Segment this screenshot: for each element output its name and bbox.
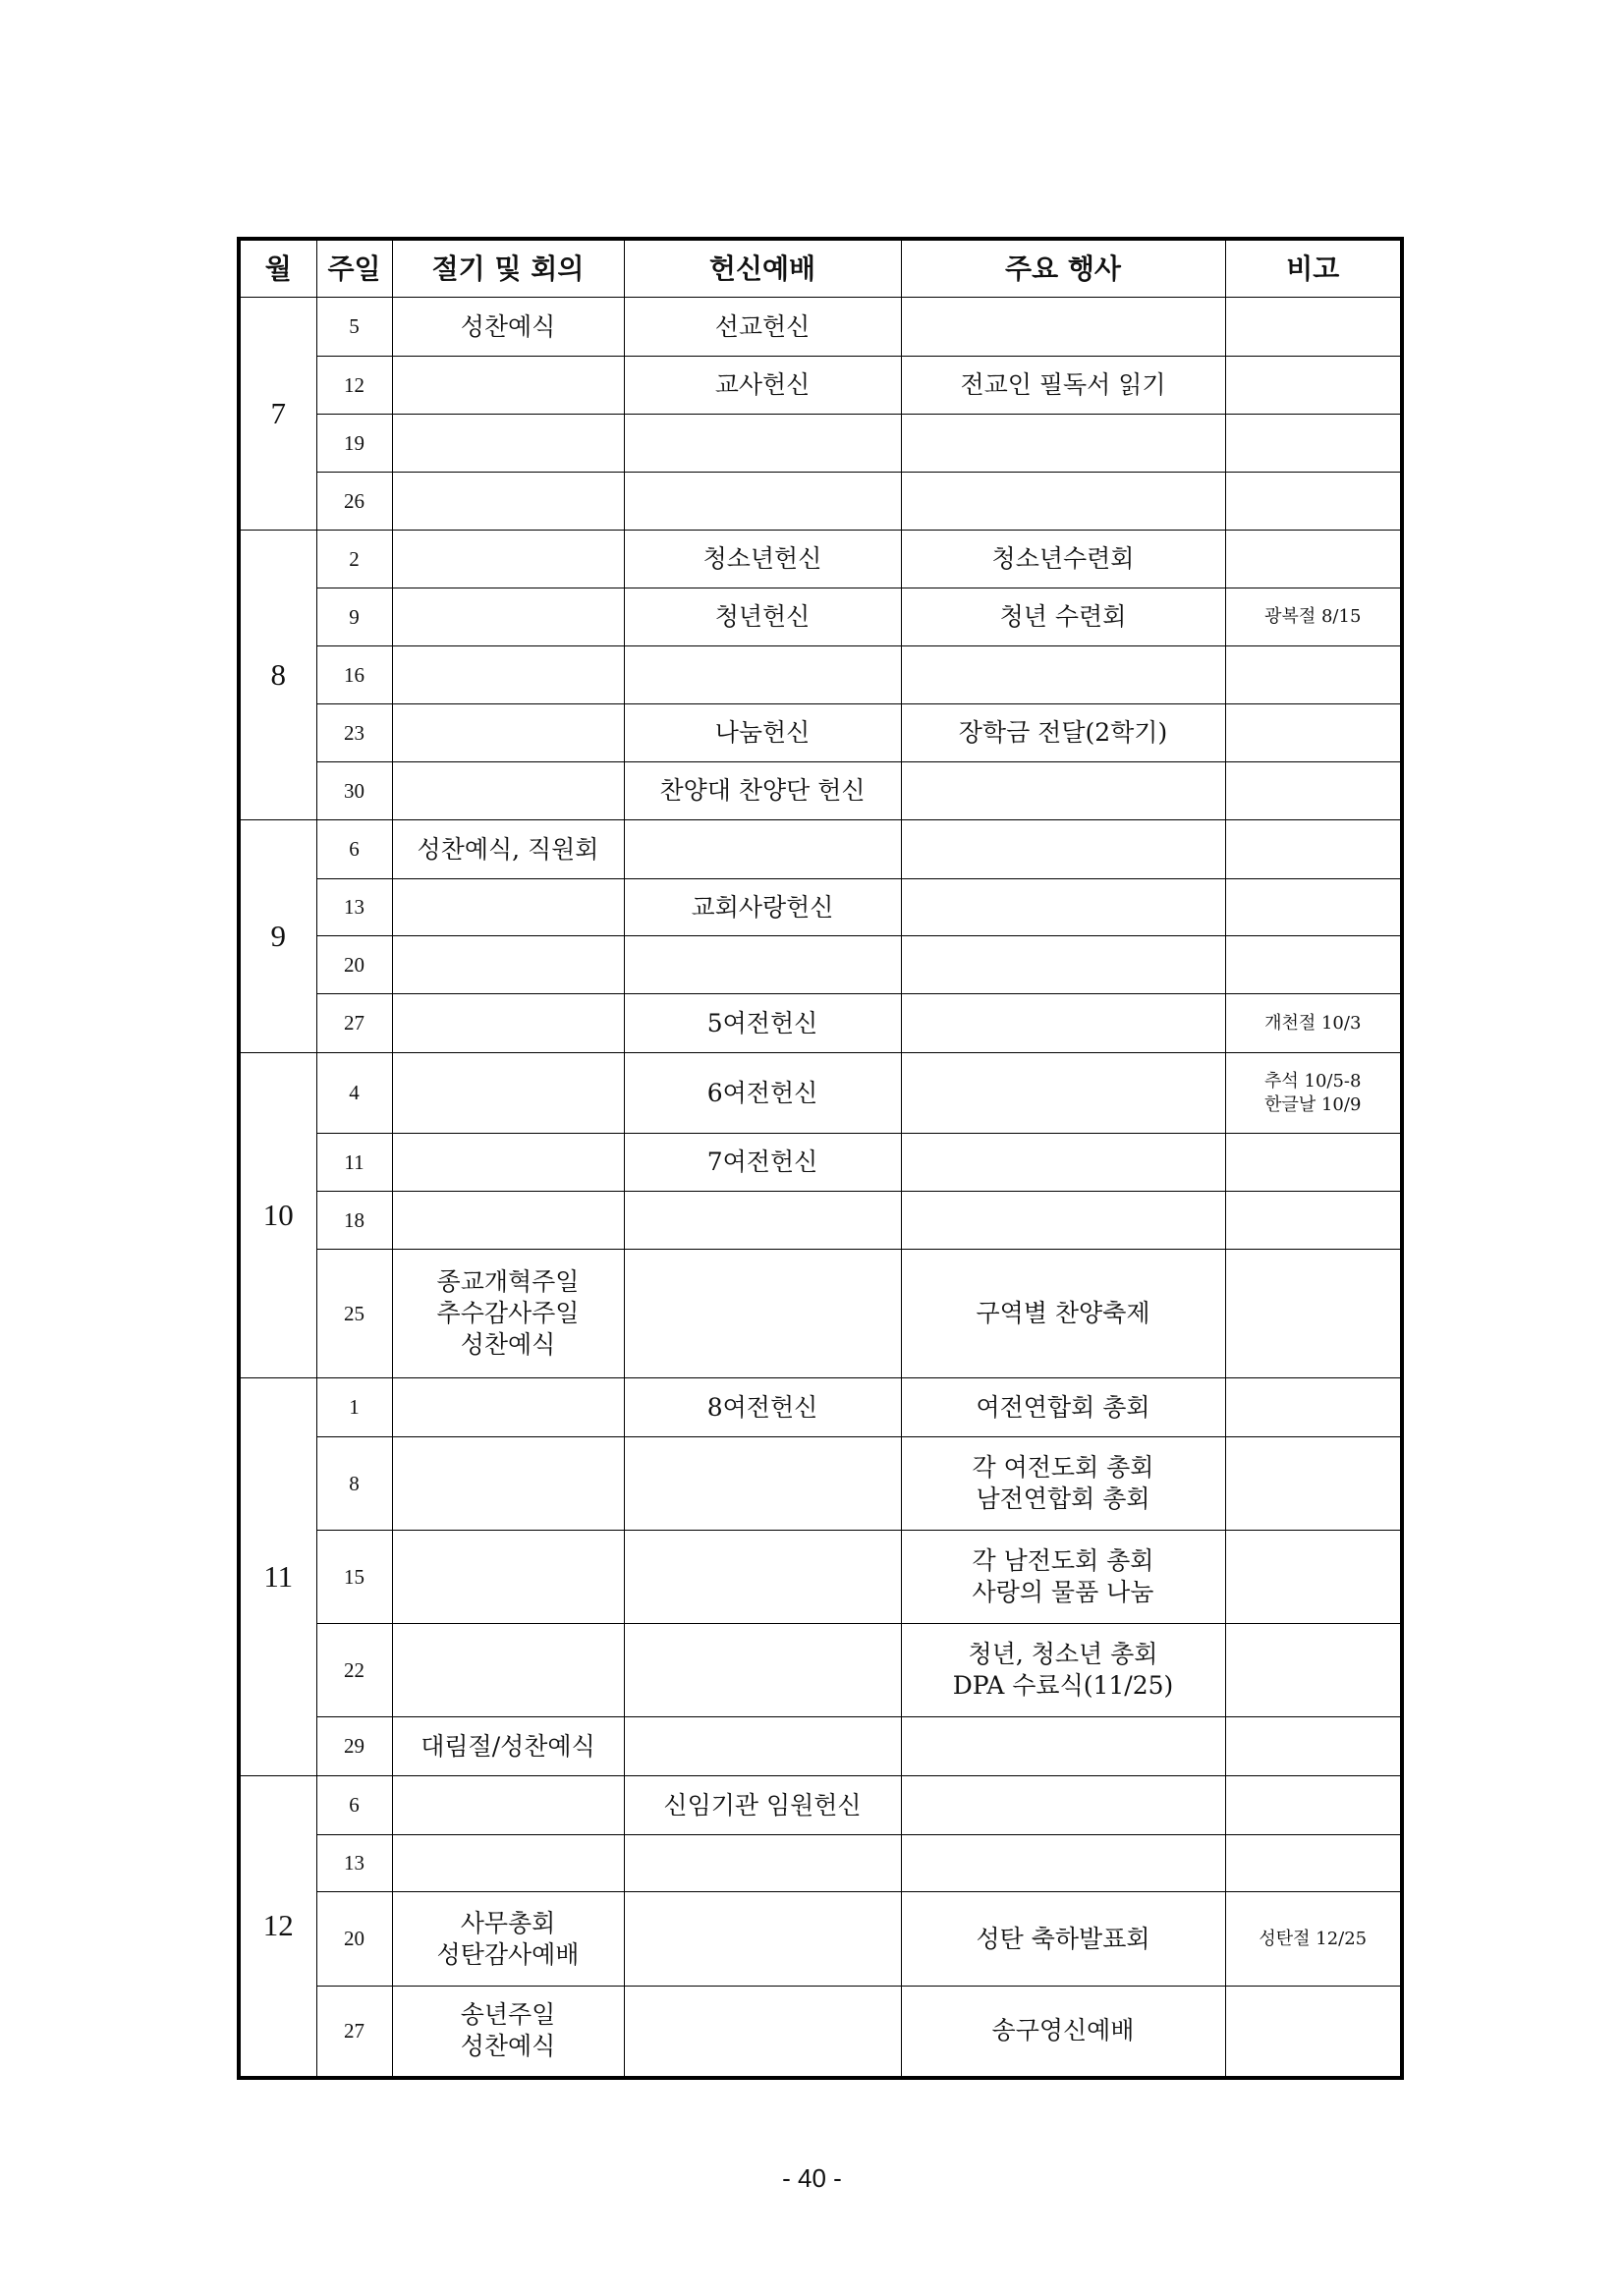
cell-text-line: 청년 수련회 — [999, 602, 1127, 631]
table-row — [239, 936, 1402, 994]
major-events-cell — [901, 1717, 1225, 1776]
sunday-cell: 22 — [316, 1624, 392, 1717]
dedication-service-cell — [624, 1378, 901, 1437]
sunday-cell: 30 — [316, 762, 392, 820]
remarks-cell — [1225, 1134, 1402, 1192]
dedication-service-cell — [624, 588, 901, 646]
season-meeting-cell — [392, 1378, 624, 1437]
remarks-cell — [1225, 762, 1402, 820]
annual-schedule-table — [237, 237, 1404, 2080]
table-row — [239, 531, 1402, 588]
table-row — [239, 298, 1402, 357]
cell-text-line: 청년, 청소년 총회 — [968, 1640, 1158, 1668]
sunday-cell: 12 — [316, 357, 392, 415]
cell-text-line: 추석 10/5-8 — [1264, 1071, 1362, 1092]
table-row — [239, 1378, 1402, 1437]
remarks-cell — [1225, 994, 1402, 1053]
dedication-service-cell — [624, 762, 901, 820]
header-sunday: 주일 — [316, 239, 392, 298]
sunday-cell: 9 — [316, 588, 392, 646]
major-events-cell — [901, 1835, 1225, 1892]
season-meeting-cell — [392, 1053, 624, 1134]
cell-text-line: 성탄절 12/25 — [1259, 1928, 1368, 1949]
cell-text-line: 찬양대 찬양단 헌신 — [659, 776, 866, 805]
dedication-service-cell — [624, 936, 901, 994]
table-row — [239, 1835, 1402, 1892]
sunday-cell: 6 — [316, 820, 392, 879]
cell-text-line: 송구영신예배 — [991, 2016, 1135, 2045]
dedication-service-cell — [624, 1776, 901, 1835]
sunday-cell: 27 — [316, 994, 392, 1053]
cell-text-line: 청소년수련회 — [991, 544, 1135, 573]
season-meeting-cell — [392, 1624, 624, 1717]
table-row — [239, 879, 1402, 936]
cell-text-line: 성찬예식 — [460, 2032, 556, 2061]
remarks-cell — [1225, 1437, 1402, 1531]
header-major-events: 주요 행사 — [901, 239, 1225, 298]
sunday-cell: 26 — [316, 473, 392, 531]
table-row — [239, 357, 1402, 415]
season-meeting-cell — [392, 473, 624, 531]
cell-text-line: 전교인 필독서 읽기 — [960, 370, 1166, 399]
cell-text-line: 5여전헌신 — [706, 1008, 818, 1037]
season-meeting-cell — [392, 1134, 624, 1192]
cell-text-line: 교회사랑헌신 — [691, 892, 834, 922]
cell-text-line: 사무총회 — [460, 1908, 556, 1937]
cell-text-line: 성찬예식 — [460, 311, 556, 341]
dedication-service-cell — [624, 1835, 901, 1892]
cell-text-line: 여전연합회 총회 — [976, 1392, 1150, 1422]
cell-text-line: 8여전헌신 — [706, 1392, 818, 1422]
major-events-cell — [901, 298, 1225, 357]
major-events-cell — [901, 994, 1225, 1053]
dedication-service-cell — [624, 994, 901, 1053]
season-meeting-cell — [392, 879, 624, 936]
cell-text-line: 구역별 찬양축제 — [976, 1299, 1150, 1327]
season-meeting-cell — [392, 1531, 624, 1624]
sunday-cell: 8 — [316, 1437, 392, 1531]
sunday-cell: 27 — [316, 1987, 392, 2078]
season-meeting-cell — [392, 1835, 624, 1892]
major-events-cell — [901, 1437, 1225, 1531]
cell-text-line: 남전연합회 총회 — [976, 1484, 1150, 1513]
remarks-cell — [1225, 1776, 1402, 1835]
season-meeting-cell — [392, 994, 624, 1053]
season-meeting-cell — [392, 762, 624, 820]
sunday-cell: 16 — [316, 646, 392, 704]
season-meeting-cell — [392, 820, 624, 879]
sunday-cell: 29 — [316, 1717, 392, 1776]
major-events-cell — [901, 1378, 1225, 1437]
remarks-cell — [1225, 298, 1402, 357]
page-number: - 40 - — [782, 2163, 842, 2193]
table-row — [239, 762, 1402, 820]
season-meeting-cell — [392, 531, 624, 588]
major-events-cell — [901, 415, 1225, 473]
remarks-cell — [1225, 1624, 1402, 1717]
sunday-cell: 11 — [316, 1134, 392, 1192]
table-row — [239, 1776, 1402, 1835]
season-meeting-cell — [392, 1717, 624, 1776]
sunday-cell: 5 — [316, 298, 392, 357]
table-row — [239, 1437, 1402, 1531]
table-row — [239, 415, 1402, 473]
sunday-cell: 15 — [316, 1531, 392, 1624]
dedication-service-cell — [624, 1624, 901, 1717]
sunday-cell: 20 — [316, 1892, 392, 1987]
sunday-cell: 18 — [316, 1192, 392, 1250]
dedication-service-cell — [624, 704, 901, 762]
dedication-service-cell — [624, 820, 901, 879]
header-dedication-service: 헌신예배 — [624, 239, 901, 298]
remarks-cell — [1225, 473, 1402, 531]
season-meeting-cell — [392, 1987, 624, 2078]
table-row — [239, 704, 1402, 762]
dedication-service-cell — [624, 879, 901, 936]
cell-text-line: 각 여전도회 총회 — [972, 1453, 1154, 1482]
table-row — [239, 1987, 1402, 2078]
dedication-service-cell — [624, 415, 901, 473]
cell-text-line: 추수감사주일 — [436, 1299, 580, 1327]
cell-text-line: 사랑의 물품 나눔 — [972, 1578, 1154, 1606]
season-meeting-cell — [392, 588, 624, 646]
month-cell: 8 — [239, 531, 316, 820]
season-meeting-cell — [392, 1776, 624, 1835]
major-events-cell — [901, 1192, 1225, 1250]
cell-text-line: 종교개혁주일 — [436, 1267, 580, 1296]
cell-text-line: 성찬예식 — [460, 1330, 556, 1359]
header-month: 월 — [239, 239, 316, 298]
sunday-cell: 2 — [316, 531, 392, 588]
dedication-service-cell — [624, 531, 901, 588]
cell-text-line: 한글날 10/9 — [1264, 1093, 1362, 1115]
cell-text-line: 각 남전도회 총회 — [972, 1546, 1154, 1575]
remarks-cell — [1225, 1835, 1402, 1892]
dedication-service-cell — [624, 1717, 901, 1776]
table-row — [239, 1717, 1402, 1776]
remarks-cell — [1225, 1892, 1402, 1987]
month-cell: 9 — [239, 820, 316, 1053]
remarks-cell — [1225, 704, 1402, 762]
cell-text-line: 대림절/성찬예식 — [420, 1731, 595, 1761]
remarks-cell — [1225, 1531, 1402, 1624]
sunday-cell: 4 — [316, 1053, 392, 1134]
cell-text-line: 송년주일 — [460, 2000, 556, 2030]
table-row — [239, 473, 1402, 531]
season-meeting-cell — [392, 1437, 624, 1531]
remarks-cell — [1225, 531, 1402, 588]
cell-text-line: 성탄 축하발표회 — [976, 1924, 1150, 1953]
sunday-cell: 19 — [316, 415, 392, 473]
header-remarks: 비고 — [1225, 239, 1402, 298]
dedication-service-cell — [624, 1250, 901, 1378]
major-events-cell — [901, 1987, 1225, 2078]
cell-text-line: 신임기관 임원헌신 — [663, 1790, 862, 1820]
major-events-cell — [901, 1134, 1225, 1192]
season-meeting-cell — [392, 298, 624, 357]
month-cell: 7 — [239, 298, 316, 531]
season-meeting-cell — [392, 357, 624, 415]
table-header-row — [239, 239, 1402, 298]
table-body — [239, 298, 1402, 2078]
month-cell: 12 — [239, 1776, 316, 2078]
major-events-cell — [901, 936, 1225, 994]
table-row — [239, 1134, 1402, 1192]
dedication-service-cell — [624, 1531, 901, 1624]
season-meeting-cell — [392, 936, 624, 994]
major-events-cell — [901, 588, 1225, 646]
table-row — [239, 588, 1402, 646]
sunday-cell: 6 — [316, 1776, 392, 1835]
remarks-cell — [1225, 1987, 1402, 2078]
major-events-cell — [901, 473, 1225, 531]
dedication-service-cell — [624, 1192, 901, 1250]
cell-text-line: 나눔헌신 — [714, 718, 811, 747]
table-row — [239, 1624, 1402, 1717]
remarks-cell — [1225, 1250, 1402, 1378]
dedication-service-cell — [624, 1134, 901, 1192]
season-meeting-cell — [392, 1250, 624, 1378]
dedication-service-cell — [624, 1987, 901, 2078]
header-season-meeting: 절기 및 회의 — [392, 239, 624, 298]
dedication-service-cell — [624, 1892, 901, 1987]
table-row — [239, 646, 1402, 704]
remarks-cell — [1225, 1378, 1402, 1437]
major-events-cell — [901, 1053, 1225, 1134]
major-events-cell — [901, 820, 1225, 879]
cell-text-line: 선교헌신 — [714, 311, 811, 341]
table-row — [239, 1053, 1402, 1134]
season-meeting-cell — [392, 1892, 624, 1987]
remarks-cell — [1225, 936, 1402, 994]
major-events-cell — [901, 1250, 1225, 1378]
major-events-cell — [901, 879, 1225, 936]
sunday-cell: 13 — [316, 1835, 392, 1892]
cell-text-line: 개천절 10/3 — [1264, 1012, 1362, 1034]
cell-text-line: 청소년헌신 — [702, 544, 822, 573]
sunday-cell: 13 — [316, 879, 392, 936]
dedication-service-cell — [624, 1437, 901, 1531]
sunday-cell: 25 — [316, 1250, 392, 1378]
cell-text-line: 6여전헌신 — [706, 1078, 818, 1107]
cell-text-line: 교사헌신 — [714, 370, 811, 399]
dedication-service-cell — [624, 646, 901, 704]
cell-text-line: 장학금 전달(2학기) — [958, 718, 1168, 747]
cell-text-line: 성탄감사예배 — [436, 1939, 580, 1969]
major-events-cell — [901, 357, 1225, 415]
remarks-cell — [1225, 588, 1402, 646]
cell-text-line: 성찬예식, 직원회 — [417, 834, 599, 864]
cell-text-line: 청년헌신 — [714, 602, 811, 631]
remarks-cell — [1225, 1053, 1402, 1134]
remarks-cell — [1225, 357, 1402, 415]
major-events-cell — [901, 1776, 1225, 1835]
table-row — [239, 1250, 1402, 1378]
table-row — [239, 1531, 1402, 1624]
season-meeting-cell — [392, 1192, 624, 1250]
table-row — [239, 1192, 1402, 1250]
month-cell: 11 — [239, 1378, 316, 1776]
sunday-cell: 23 — [316, 704, 392, 762]
major-events-cell — [901, 531, 1225, 588]
table-row — [239, 820, 1402, 879]
major-events-cell — [901, 762, 1225, 820]
cell-text-line: DPA 수료식(11/25) — [952, 1671, 1174, 1700]
dedication-service-cell — [624, 1053, 901, 1134]
season-meeting-cell — [392, 646, 624, 704]
remarks-cell — [1225, 1717, 1402, 1776]
dedication-service-cell — [624, 357, 901, 415]
major-events-cell — [901, 646, 1225, 704]
sunday-cell: 1 — [316, 1378, 392, 1437]
major-events-cell — [901, 704, 1225, 762]
remarks-cell — [1225, 879, 1402, 936]
season-meeting-cell — [392, 704, 624, 762]
dedication-service-cell — [624, 473, 901, 531]
season-meeting-cell — [392, 415, 624, 473]
remarks-cell — [1225, 1192, 1402, 1250]
sunday-cell: 20 — [316, 936, 392, 994]
remarks-cell — [1225, 820, 1402, 879]
major-events-cell — [901, 1531, 1225, 1624]
remarks-cell — [1225, 646, 1402, 704]
major-events-cell — [901, 1892, 1225, 1987]
cell-text-line: 7여전헌신 — [706, 1148, 818, 1176]
cell-text-line: 광복절 8/15 — [1264, 606, 1362, 628]
table-row — [239, 994, 1402, 1053]
dedication-service-cell — [624, 298, 901, 357]
month-cell: 10 — [239, 1053, 316, 1378]
table-row — [239, 1892, 1402, 1987]
remarks-cell — [1225, 415, 1402, 473]
major-events-cell — [901, 1624, 1225, 1717]
